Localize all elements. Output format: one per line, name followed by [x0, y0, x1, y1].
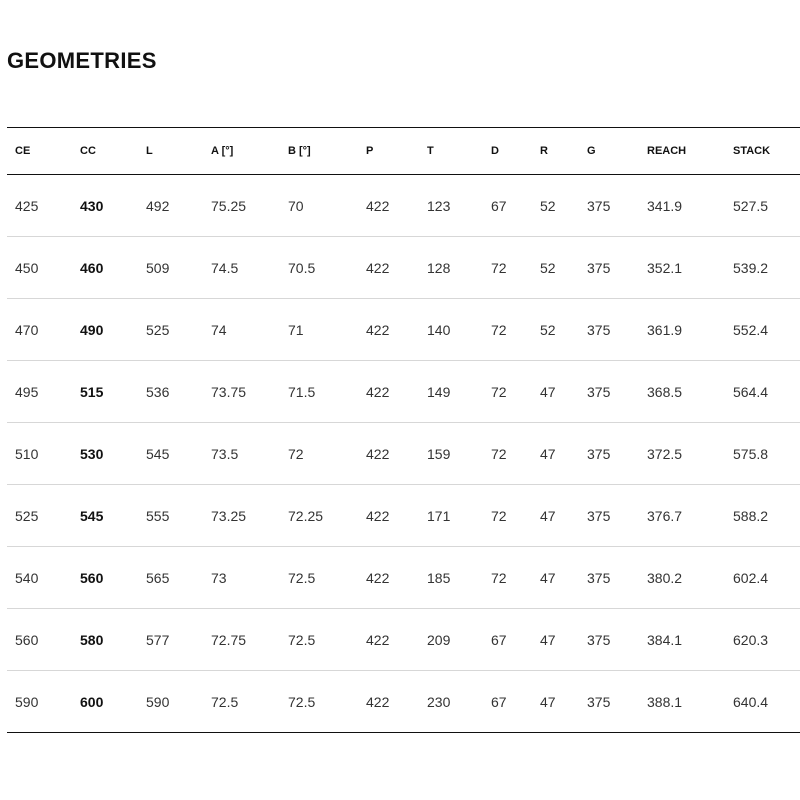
table-cell: 230 — [427, 693, 451, 710]
table-row — [7, 361, 800, 423]
table-cell: 72.5 — [211, 693, 239, 710]
table-cell: 552.4 — [733, 321, 769, 338]
table-cell: 73.25 — [211, 507, 247, 524]
table-cell: 74 — [211, 321, 227, 338]
table-cell: 422 — [366, 631, 390, 648]
table-cell: 47 — [540, 693, 556, 710]
table-cell: 123 — [427, 197, 451, 214]
table-cell: 422 — [366, 321, 390, 338]
table-cell: 47 — [540, 445, 556, 462]
table-cell: 52 — [540, 197, 556, 214]
table-cell: 67 — [491, 631, 507, 648]
table-cell: 185 — [427, 569, 451, 586]
table-cell: 536 — [146, 383, 170, 400]
table-cell: 71.5 — [288, 383, 316, 400]
table-cell: 539.2 — [733, 259, 769, 276]
table-cell: 422 — [366, 693, 390, 710]
column-header: CE — [15, 145, 31, 157]
table-cell: 52 — [540, 259, 556, 276]
column-header: P — [366, 145, 374, 157]
table-cell: 422 — [366, 569, 390, 586]
column-header: CC — [80, 145, 96, 157]
table-cell: 590 — [15, 693, 39, 710]
table-cell: 510 — [15, 445, 39, 462]
table-cell: 425 — [15, 197, 39, 214]
table-cell: 72.25 — [288, 507, 324, 524]
table-cell: 388.1 — [647, 693, 683, 710]
table-cell: 171 — [427, 507, 451, 524]
table-cell: 72.5 — [288, 693, 316, 710]
table-cell: 375 — [587, 693, 611, 710]
table-cell: 470 — [15, 321, 39, 338]
table-cell: 375 — [587, 445, 611, 462]
table-cell: 375 — [587, 569, 611, 586]
column-header: REACH — [647, 145, 687, 157]
table-cell: 71 — [288, 321, 304, 338]
table-cell: 70.5 — [288, 259, 316, 276]
table-cell: 72.5 — [288, 631, 316, 648]
table-cell: 72 — [491, 569, 507, 586]
table-body — [7, 175, 800, 733]
table-cell: 450 — [15, 259, 39, 276]
table-row — [7, 299, 800, 361]
table-cell: 422 — [366, 383, 390, 400]
table-cell: 422 — [366, 445, 390, 462]
table-cell: 527.5 — [733, 197, 769, 214]
table-header — [7, 128, 800, 175]
table-cell: 380.2 — [647, 569, 683, 586]
header-row — [7, 128, 800, 175]
table-cell: 565 — [146, 569, 170, 586]
table-cell: 47 — [540, 507, 556, 524]
table-cell: 72 — [491, 445, 507, 462]
table-cell: 47 — [540, 383, 556, 400]
table-cell: 73 — [211, 569, 227, 586]
table-cell: 495 — [15, 383, 39, 400]
table-cell: 590 — [146, 693, 170, 710]
column-header: L — [146, 145, 153, 157]
table-row — [7, 609, 800, 671]
table-row — [7, 175, 800, 237]
table-cell: 67 — [491, 197, 507, 214]
table-cell: 72 — [491, 507, 507, 524]
table-cell: 509 — [146, 259, 170, 276]
table-cell: 128 — [427, 259, 451, 276]
table-cell: 375 — [587, 507, 611, 524]
table-cell: 209 — [427, 631, 451, 648]
table-row — [7, 423, 800, 485]
column-header: A [°] — [211, 145, 234, 157]
table-cell: 422 — [366, 197, 390, 214]
column-header: D — [491, 145, 499, 157]
table-cell: 159 — [427, 445, 451, 462]
table-cell: 375 — [587, 259, 611, 276]
table-row — [7, 671, 800, 733]
table-cell: 341.9 — [647, 197, 683, 214]
table-cell: 602.4 — [733, 569, 769, 586]
table-cell: 72.75 — [211, 631, 247, 648]
table-cell: 540 — [15, 569, 39, 586]
table-cell: 376.7 — [647, 507, 683, 524]
table-cell: 149 — [427, 383, 451, 400]
page-title: GEOMETRIES — [7, 48, 157, 73]
table-cell: 430 — [80, 197, 104, 214]
table-cell: 600 — [80, 693, 104, 710]
table-cell: 73.75 — [211, 383, 247, 400]
table-cell: 588.2 — [733, 507, 769, 524]
table-cell: 545 — [146, 445, 170, 462]
column-header: STACK — [733, 145, 771, 157]
table-cell: 375 — [587, 631, 611, 648]
table-cell: 72 — [491, 383, 507, 400]
column-header: G — [587, 145, 596, 157]
table-cell: 74.5 — [211, 259, 239, 276]
table-cell: 361.9 — [647, 321, 683, 338]
table-row — [7, 485, 800, 547]
table-cell: 72.5 — [288, 569, 316, 586]
table-cell: 545 — [80, 507, 104, 524]
table-cell: 490 — [80, 321, 104, 338]
table-cell: 560 — [80, 569, 104, 586]
table-cell: 422 — [366, 259, 390, 276]
table-cell: 525 — [15, 507, 39, 524]
table-cell: 72 — [288, 445, 304, 462]
table-cell: 368.5 — [647, 383, 683, 400]
table-cell: 555 — [146, 507, 170, 524]
table-cell: 47 — [540, 631, 556, 648]
table-cell: 352.1 — [647, 259, 683, 276]
table-cell: 73.5 — [211, 445, 239, 462]
table-cell: 515 — [80, 383, 104, 400]
table-cell: 375 — [587, 321, 611, 338]
table-cell: 492 — [146, 197, 170, 214]
table-cell: 47 — [540, 569, 556, 586]
table-cell: 375 — [587, 383, 611, 400]
table-row — [7, 547, 800, 609]
column-header: B [°] — [288, 145, 311, 157]
table-cell: 375 — [587, 197, 611, 214]
column-header: T — [427, 145, 434, 157]
table-cell: 580 — [80, 631, 104, 648]
table-cell: 70 — [288, 197, 304, 214]
table-cell: 560 — [15, 631, 39, 648]
table-cell: 422 — [366, 507, 390, 524]
table-cell: 384.1 — [647, 631, 683, 648]
table-cell: 460 — [80, 259, 104, 276]
table-cell: 140 — [427, 321, 451, 338]
table-cell: 530 — [80, 445, 104, 462]
table-cell: 564.4 — [733, 383, 769, 400]
table-cell: 577 — [146, 631, 170, 648]
column-header: R — [540, 145, 548, 157]
table-cell: 72 — [491, 321, 507, 338]
table-cell: 620.3 — [733, 631, 769, 648]
geometry-table — [7, 127, 800, 733]
table-cell: 67 — [491, 693, 507, 710]
table-cell: 640.4 — [733, 693, 769, 710]
table-cell: 75.25 — [211, 197, 247, 214]
table-cell: 525 — [146, 321, 170, 338]
table-row — [7, 237, 800, 299]
table-cell: 72 — [491, 259, 507, 276]
table-cell: 575.8 — [733, 445, 769, 462]
table-cell: 52 — [540, 321, 556, 338]
table-cell: 372.5 — [647, 445, 683, 462]
